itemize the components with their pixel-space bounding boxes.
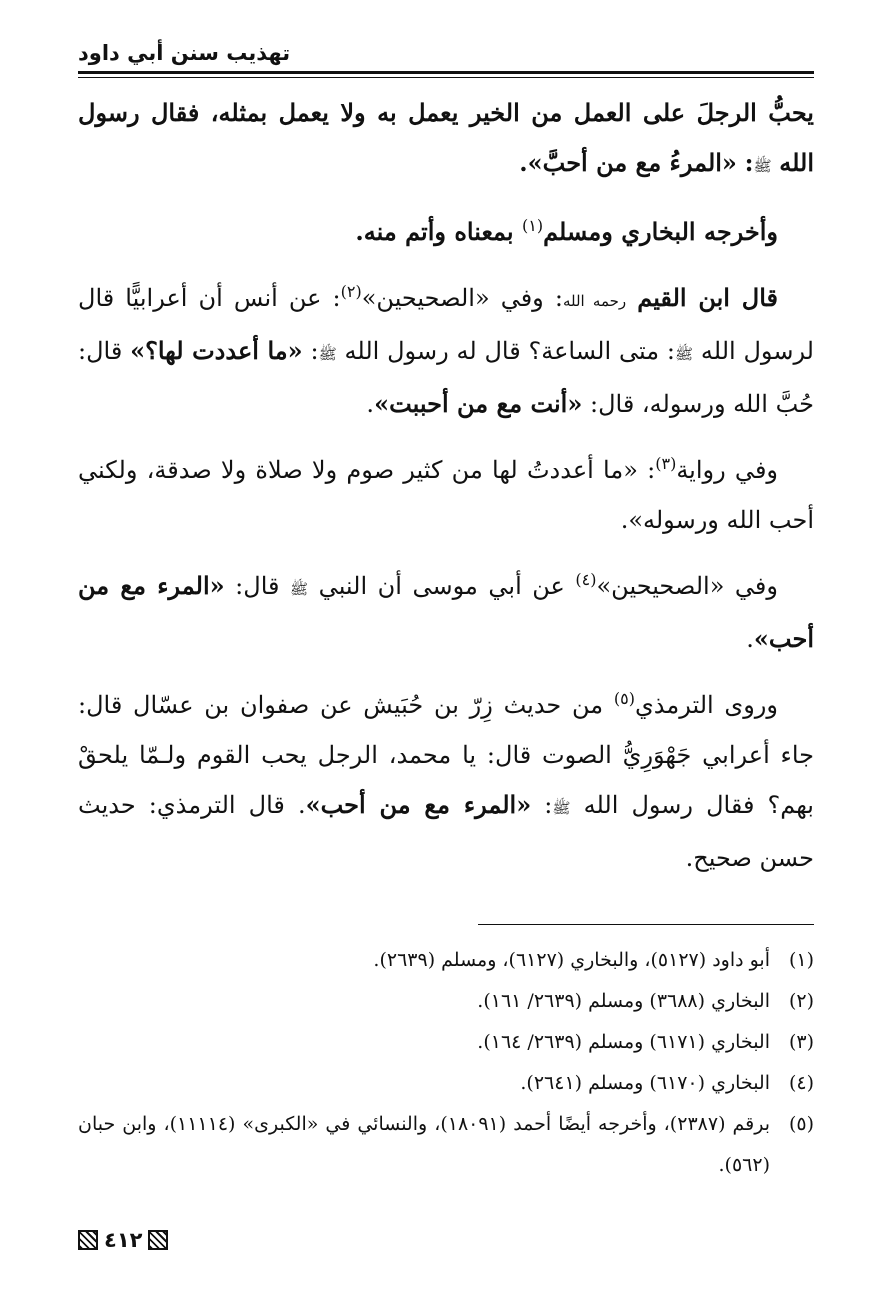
paragraph-6-text-3: : xyxy=(531,791,553,819)
paragraph-2 xyxy=(78,207,814,257)
paragraph-3 xyxy=(78,273,814,429)
salutation-mark: ﷺ xyxy=(318,345,337,363)
footnote-ref-3[interactable]: (٣) xyxy=(655,454,677,473)
author-honorific: رحمه الله xyxy=(562,292,627,310)
hadith-quote: «المرءُ مع من أحبَّ». xyxy=(519,148,737,177)
salutation-mark: ﷺ xyxy=(753,157,772,175)
hadith-quote: «أنت مع من أحببت» xyxy=(374,389,583,418)
footnote-separator xyxy=(478,924,814,925)
footnote-text: البخاري (٦١٧٠) ومسلم (٢٦٤١). xyxy=(520,1072,770,1094)
ornament-left-icon xyxy=(78,1230,98,1250)
page-header xyxy=(78,38,814,72)
footnote-number: (١) xyxy=(788,949,814,971)
author-name: قال ابن القيم xyxy=(637,283,778,312)
paragraph-6-text: وروى الترمذي xyxy=(634,691,778,719)
footnote-text: أبو داود (٥١٢٧)، والبخاري (٦١٢٧)، ومسلم (٢٦٣٩). xyxy=(373,949,770,971)
footnote-item xyxy=(78,940,814,981)
footnote-item xyxy=(78,1063,814,1104)
footnote-number: (٥) xyxy=(788,1113,814,1135)
colon: : xyxy=(744,148,754,177)
footnote-ref-5[interactable]: (٥) xyxy=(613,689,635,708)
paragraph-6-text-2: من حديث زِرّ بن حُبَيش عن صفوان بن عسّال قال: جاء أعرابي جَهْوَرِيُّ الصوت قال: يا محمد، الرجل يحب القوم ولـمّا يلحقْ بهم؟ فقال رسول الله xyxy=(78,691,814,819)
hadith-quote: «المرء مع من أحب» xyxy=(305,790,532,819)
paragraph-6 xyxy=(78,680,814,883)
paragraph-1 xyxy=(78,88,814,191)
hadith-quote: «المرء مع من أحب» xyxy=(78,571,814,653)
paragraph-3-text-2: : عن أنس أن أعرابيًّا قال لرسول الله xyxy=(78,284,814,365)
paragraph-3-text-5: قال: حُبَّ الله ورسوله، قال: xyxy=(78,337,814,418)
paragraph-3-text-6: . xyxy=(366,390,375,418)
main-text xyxy=(78,88,814,899)
footnote-text: برقم (٢٣٨٧)، وأخرجه أيضًا أحمد (١٨٠٩١)، والنسائي في «الكبرى» (١١١١٤)، وابن حبان (٥٦٢). xyxy=(78,1113,770,1176)
page-number-block xyxy=(78,1226,168,1254)
footnote-item xyxy=(78,1022,814,1063)
footnote-text: البخاري (٣٦٨٨) ومسلم (٢٦٣٩/ ١٦١). xyxy=(477,990,770,1012)
paragraph-3-text: : وفي «الصحيحين» xyxy=(361,284,563,312)
paragraph-4 xyxy=(78,445,814,545)
salutation-mark: ﷺ xyxy=(674,345,694,363)
paragraph-2-text: وأخرجه البخاري ومسلم xyxy=(543,217,778,246)
paragraph-6-text-4: . قال الترمذي: حديث حسن صحيح. xyxy=(78,791,814,872)
paragraph-1-text: يحبُّ الرجلَ على العمل من الخير يعمل به ولا يعمل بمثله، فقال رسول الله xyxy=(78,98,814,177)
paragraph-5-text-2: عن أبي موسى أن النبي xyxy=(308,572,576,600)
footnotes xyxy=(78,940,814,1186)
footnote-item xyxy=(78,981,814,1022)
footnote-item xyxy=(78,1104,814,1186)
ornament-right-icon xyxy=(148,1230,168,1250)
footnote-text: البخاري (٦١٧١) ومسلم (٢٦٣٩/ ١٦٤). xyxy=(477,1031,770,1053)
hadith-quote: «ما أعددت لها؟» xyxy=(130,336,303,365)
paragraph-5-text-4: . xyxy=(746,625,754,653)
paragraph-5-text-3: قال: xyxy=(224,572,291,600)
paragraph-4-rest: : «ما أعددتُ لها من كثير صوم ولا صلاة ولا صدقة، ولكني أحب الله ورسوله». xyxy=(78,456,814,534)
footnote-number: (٣) xyxy=(788,1031,814,1053)
paragraph-2-rest: بمعناه وأتم منه. xyxy=(355,217,522,246)
header-rule-thin xyxy=(78,77,814,78)
salutation-mark: ﷺ xyxy=(552,799,571,817)
running-title: تهذيب سنن أبي داود xyxy=(78,41,291,65)
paragraph-5-text: وفي «الصحيحين» xyxy=(596,572,778,600)
salutation-mark: ﷺ xyxy=(290,580,309,598)
paragraph-3-text-3: : متى الساعة؟ قال له رسول الله xyxy=(336,337,675,365)
paragraph-3-text-4: : xyxy=(302,337,319,365)
paragraph-4-text: وفي رواية xyxy=(676,456,779,484)
footnote-number: (٢) xyxy=(788,990,814,1012)
footnote-ref-2[interactable]: (٢) xyxy=(340,282,362,301)
footnote-number: (٤) xyxy=(788,1072,814,1094)
header-rule xyxy=(78,71,814,74)
footnote-ref-1[interactable]: (١) xyxy=(521,216,544,235)
paragraph-5 xyxy=(78,561,814,664)
footnote-ref-4[interactable]: (٤) xyxy=(575,570,597,589)
page-number: ٤١٢ xyxy=(104,1228,143,1252)
